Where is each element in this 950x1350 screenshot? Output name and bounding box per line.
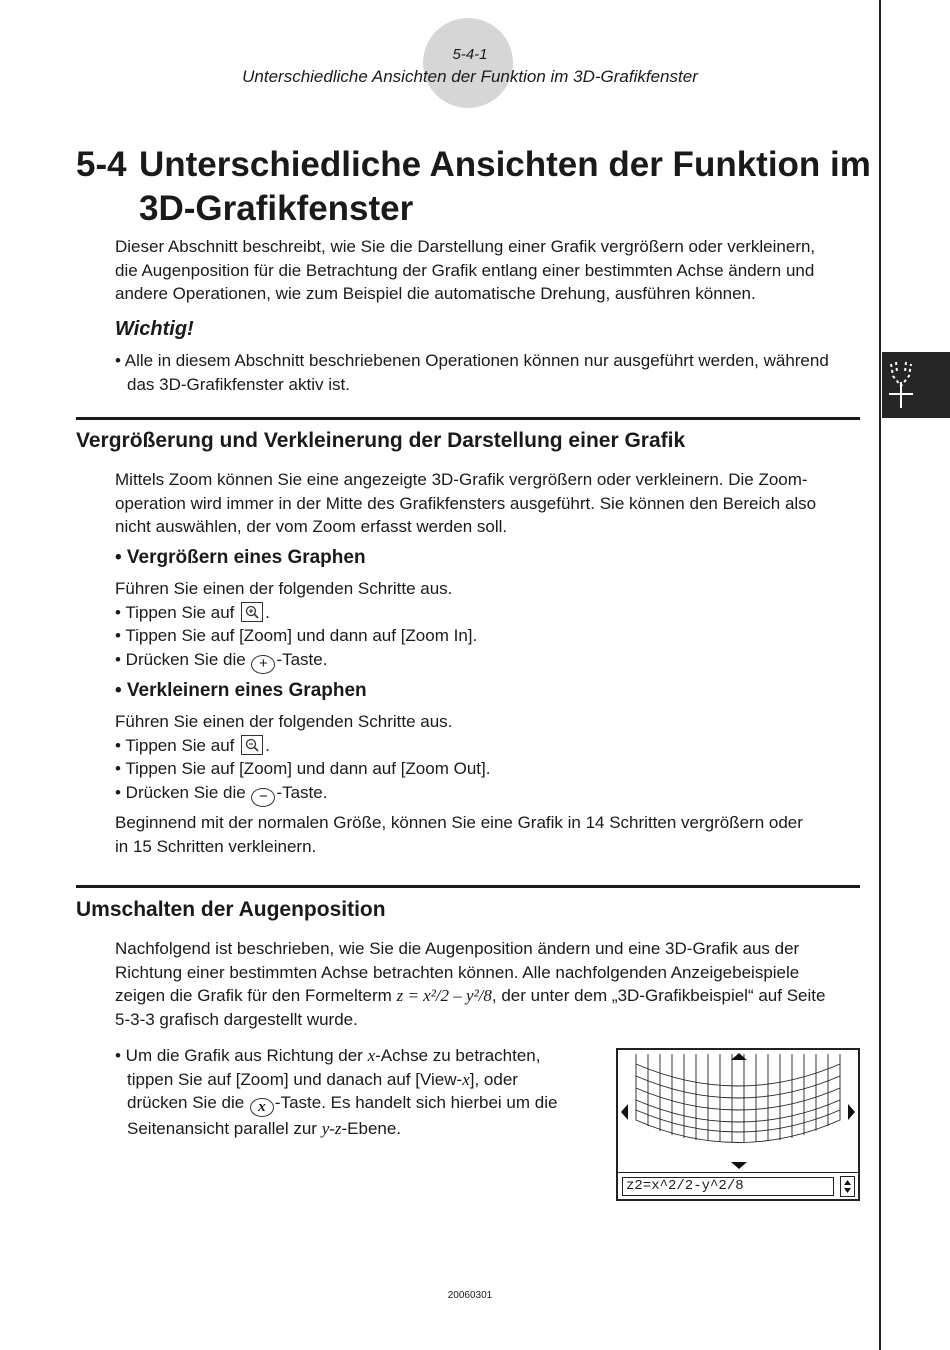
section-number: 5-4-1	[452, 46, 488, 63]
shrink-step-press-key	[115, 781, 875, 807]
text-line: operation wird immer in der Mitte des Grafikfensters ausgeführt. Sie können den Bereich also	[115, 493, 817, 513]
chapter-title-line: 3D-Grafikfenster	[139, 189, 414, 228]
updown-arrows-icon	[841, 1177, 854, 1196]
text-span: -Taste. Es handelt sich hierbei um die	[274, 1093, 558, 1112]
eye-section-heading: Umschalten der Augenposition	[76, 898, 386, 921]
plus-key-icon[interactable]: +	[251, 655, 275, 674]
text-line	[115, 1117, 605, 1141]
chapter-number: 5-4	[76, 145, 127, 184]
section-divider	[76, 417, 860, 420]
text-span: ], oder	[469, 1069, 518, 1089]
important-note	[115, 349, 875, 396]
enlarge-steps	[115, 577, 875, 674]
text-line: Führen Sie einen der folgenden Schritte aus.	[115, 712, 453, 731]
text-span: zeigen die Grafik für den Formelterm	[115, 986, 392, 1005]
text-line: 5-3-3 grafisch dargestellt wurde.	[115, 1009, 358, 1029]
important-label: Wichtig!	[115, 318, 194, 340]
text-line: Beginnend mit der normalen Größe, können Sie eine Grafik in 14 Schritten vergrößern oder	[115, 813, 803, 832]
shrink-step-tap-icon	[115, 734, 875, 758]
variable: x	[462, 1069, 470, 1089]
text-span: -Taste.	[276, 649, 328, 669]
3d-graph-x-view	[618, 1050, 858, 1172]
header-badge	[423, 18, 513, 108]
text-span: .	[265, 735, 270, 755]
text-line	[115, 984, 875, 1008]
text-span: .	[265, 602, 270, 622]
zoom-out-icon[interactable]	[241, 735, 263, 755]
shrink-heading: • Verkleinern eines Graphen	[115, 680, 367, 701]
scroll-up-arrow-icon[interactable]	[731, 1053, 747, 1060]
text-line: Nachfolgend ist beschrieben, wie Sie die Augenposition ändern und eine 3D-Grafik aus der	[115, 939, 800, 958]
scroll-right-arrow-icon[interactable]	[848, 1104, 855, 1120]
text-span: tippen Sie auf [Zoom] und danach auf [View-	[127, 1069, 463, 1089]
screen-divider	[618, 1172, 858, 1173]
text-line: • Tippen Sie auf [Zoom] und dann auf [Zoom Out].	[115, 759, 491, 778]
text-line: • Tippen Sie auf [Zoom] und dann auf [Zoom In].	[115, 626, 478, 645]
formula-term: z = x²/2 – y²/8	[396, 986, 492, 1005]
text-line	[115, 1044, 605, 1068]
text-span: • Drücken Sie die	[115, 649, 246, 669]
footer-code: 20060301	[447, 1290, 493, 1301]
formula-scroll-buttons[interactable]	[840, 1176, 855, 1197]
page-edge-rule	[879, 0, 881, 1350]
text-span: drücken Sie die	[127, 1093, 245, 1112]
enlarge-heading: • Vergrößern eines Graphen	[115, 547, 366, 568]
text-line: Führen Sie einen der folgenden Schritte aus.	[115, 579, 453, 598]
zoom-closing	[115, 811, 875, 858]
chapter-tab	[882, 352, 950, 418]
graph-window-screenshot	[616, 1048, 860, 1201]
zoom-section-heading: Vergrößerung und Verkleinerung der Darstellung einer Grafik	[76, 429, 686, 452]
text-line	[115, 1068, 605, 1092]
minus-key-icon[interactable]: −	[251, 788, 275, 807]
section-running-title: Unterschiedliche Ansichten der Funktion im 3D-Grafikfenster	[242, 67, 698, 86]
text-span: • Tippen Sie auf	[115, 602, 235, 622]
enlarge-step-press-key	[115, 648, 875, 674]
zoom-intro	[115, 468, 875, 539]
view-x-bullet	[115, 1044, 605, 1141]
text-span: • Um die Grafik aus Richtung der	[115, 1046, 363, 1065]
text-span: -Achse zu betrachten,	[375, 1046, 541, 1065]
chapter-intro	[115, 235, 875, 306]
text-line: andere Operationen, wie zum Beispiel die automatische Drehung, ausführen können.	[115, 284, 756, 303]
text-span: -Taste.	[276, 782, 328, 802]
formula-field[interactable]: z2=x^2/2-y^2/8	[622, 1177, 834, 1196]
text-line: Dieser Abschnitt beschreibt, wie Sie die Darstellung einer Grafik vergrößern oder verkleinern,	[115, 237, 816, 256]
variable: x	[367, 1046, 376, 1065]
scroll-down-arrow-icon[interactable]	[731, 1162, 747, 1169]
section-divider	[76, 885, 860, 888]
text-span: -Ebene.	[341, 1119, 402, 1138]
text-line	[115, 1091, 605, 1117]
text-line: nicht auswählen, der vom Zoom erfasst werden soll.	[115, 517, 508, 536]
text-line: Mittels Zoom können Sie eine angezeigte 3D-Grafik vergrößern oder verkleinern. Die Zoom-	[115, 470, 808, 489]
eye-intro	[115, 937, 875, 1031]
x-key-icon[interactable]: x	[250, 1098, 274, 1117]
text-line: das 3D-Grafikfenster aktiv ist.	[127, 374, 350, 394]
variable: y-z	[321, 1119, 342, 1138]
chapter-title	[139, 143, 871, 231]
text-line: Richtung einer bestimmten Achse betrachten können. Alle nachfolgenden Anzeigebeispiele	[115, 962, 800, 982]
text-span: • Tippen Sie auf	[115, 735, 235, 755]
zoom-in-icon[interactable]	[241, 602, 263, 622]
scroll-left-arrow-icon[interactable]	[621, 1104, 628, 1120]
text-span: , der unter dem „3D-Grafikbeispiel“ auf Seite	[491, 986, 826, 1005]
enlarge-step-tap-icon	[115, 601, 875, 625]
text-line: in 15 Schritten verkleinern.	[115, 836, 317, 856]
shrink-steps	[115, 710, 875, 807]
3d-graph-chapter-icon	[882, 352, 950, 418]
text-line: • Alle in diesem Abschnitt beschriebenen Operationen können nur ausgeführt werden, während	[115, 351, 829, 370]
text-span: Seitenansicht parallel zur	[127, 1119, 317, 1138]
text-line: die Augenposition für die Betrachtung der Grafik entlang einer bestimmten Achse ändern und	[115, 260, 815, 280]
text-span: • Drücken Sie die	[115, 782, 246, 802]
chapter-title-line: Unterschiedliche Ansichten der Funktion im	[139, 145, 871, 184]
